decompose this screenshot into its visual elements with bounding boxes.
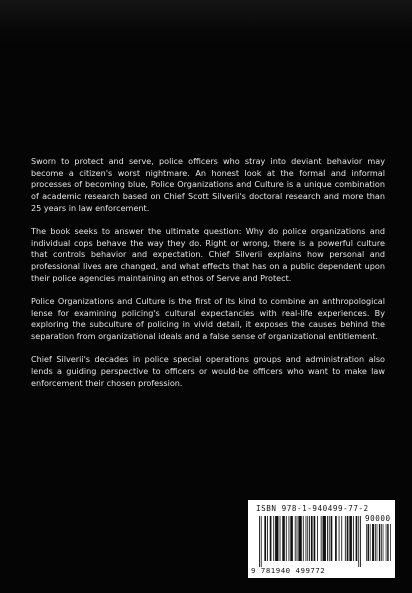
barcode-bar [282,516,285,561]
barcode-bar [331,516,333,561]
barcode-bar [303,516,304,561]
barcode-bar [341,516,342,561]
isbn-label: ISBN 978-1-940499-77-2 [256,504,369,513]
barcode-bar [383,524,384,561]
blurb-paragraph-1: Sworn to protect and serve, police officers who stray into deviant behavior may become a citizen's worst nightmare. An honest look at the formal and informal processes of becoming blue, Police Organizations and Culture is a unique combination of academic research based on Chief Scott Silverii's doctoral research and more than 25 years in law enforcement. [31,156,385,213]
barcode-bar [349,516,352,561]
barcode-bar [335,516,337,561]
barcode-bar [307,516,308,561]
barcode-bar [267,516,268,561]
barcode-bar [321,516,322,561]
barcode-bar [259,516,260,567]
barcode-bar [381,524,382,561]
ean-digits: 9 781940 499772 [251,566,326,575]
barcode-bar [311,516,313,561]
ean-barcode-bars [259,516,361,567]
barcode-bar [314,516,316,561]
barcode-bar [368,524,369,561]
barcode-bar [290,516,293,561]
barcode-bar [280,516,281,561]
back-cover-blurb [31,156,385,401]
addon-barcode-bars [366,524,391,567]
blurb-paragraph-4: Chief Silverii's decades in police special operations groups and administration also lends a guiding perspective to officers or would-be officers who want to make law enforcement their chosen profession. [31,354,385,388]
barcode-bar [275,516,278,561]
barcode-bar [264,516,266,561]
barcode-bar [379,524,380,561]
barcode-bar [387,524,388,561]
isbn-barcode [248,500,395,578]
barcode-bar [261,516,262,567]
barcode-bar [375,524,376,561]
barcode-bar [309,516,310,561]
barcode-bar [327,516,328,561]
barcode-bar [390,524,391,561]
price-addon-label: 90000 [365,514,391,523]
barcode-bar [372,524,374,561]
barcode-bar [289,516,290,561]
barcode-bar [306,516,307,561]
barcode-bar [366,524,367,561]
barcode-bar [356,516,358,561]
blurb-paragraph-3: Police Organizations and Culture is the first of its kind to combine an anthropological lense for examining policing's cultural expectancies with real-life experiences. By exploring the subculture of policing in vivid detail, it exposes the causes behind the separation from organizational ideals and a false sense of organizational entitlement. [31,296,385,342]
barcode-bar [360,516,361,567]
barcode-bar [323,516,326,561]
barcode-bar [347,516,349,561]
barcode-bar [329,516,330,561]
barcode-bar [295,516,296,561]
barcode-bar [370,524,371,561]
barcode-bar [386,524,387,561]
barcode-bar [377,524,378,561]
barcode-bar [298,516,301,561]
barcode-bar [345,516,346,561]
barcode-bar [358,516,359,567]
barcode-bar [317,516,318,561]
barcode-bar [273,516,274,561]
barcode-bar [339,516,340,561]
barcode-bar [353,516,354,561]
cover-top-band [0,0,412,44]
barcode-bar [270,516,272,561]
barcode-bar [286,516,287,561]
barcode-bar [297,516,298,561]
blurb-paragraph-2: The book seeks to answer the ultimate question: Why do police organizations and individual cops behave the way they do. Right or wrong, there is a powerful culture that controls behavior and expectation. Chief Silverii explains how personal and professional lives are changed, and what effects that has on a public dependent upon their police agencies maintaining an ethos of Serve and Protect. [31,226,385,283]
